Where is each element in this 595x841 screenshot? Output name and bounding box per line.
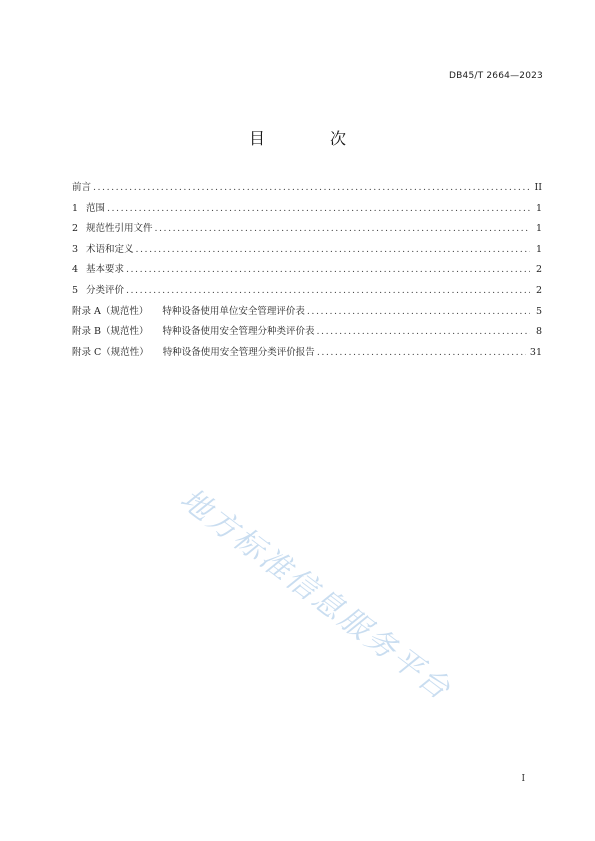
toc-entry-number: 4 — [72, 264, 79, 276]
leader-dots — [136, 240, 530, 261]
toc-entry-label: 范围 — [86, 202, 106, 214]
toc-entry-label: 规范性引用文件 — [86, 223, 153, 235]
toc-entry-page: 5 — [535, 305, 542, 317]
toc-entry-label: 特种设备使用安全管理分种类评价表 — [162, 326, 315, 338]
toc-entry-page: II — [534, 182, 542, 193]
toc-entry-page: 1 — [535, 202, 542, 214]
toc-entry-number: 5 — [72, 284, 79, 296]
leader-dots — [93, 178, 530, 199]
leader-dots — [155, 219, 530, 240]
toc-entry-appendix-b[interactable] — [72, 322, 542, 343]
leader-dots — [107, 199, 530, 220]
toc-entry-classified-evaluation[interactable] — [72, 281, 542, 302]
toc-entry-appendix-c[interactable] — [72, 343, 542, 364]
leader-dots — [307, 302, 530, 323]
watermark: 地方标准信息服务平台 — [173, 481, 459, 709]
toc-entry-appendix-a[interactable] — [72, 302, 542, 323]
toc-entry-terms-definitions[interactable] — [72, 240, 542, 261]
leader-dots — [317, 343, 526, 364]
toc-entry-foreword[interactable] — [72, 178, 542, 199]
toc-entry-number: 附录 C（规范性） — [72, 346, 149, 358]
toc-entry-page: 1 — [535, 243, 542, 255]
leader-dots — [126, 281, 530, 302]
toc-entry-page: 2 — [535, 264, 542, 276]
toc-entry-scope[interactable] — [72, 199, 542, 220]
toc-entry-label: 基本要求 — [86, 264, 125, 276]
page-title: 目 次 — [248, 129, 377, 148]
leader-dots — [126, 260, 530, 281]
leader-dots — [317, 322, 530, 343]
toc-entry-label: 分类评价 — [86, 284, 125, 296]
toc-entry-number: 附录 B（规范性） — [72, 326, 149, 338]
toc-entry-number: 3 — [72, 243, 79, 255]
page-number: I — [521, 774, 525, 784]
toc-entry-label: 前言 — [72, 182, 92, 193]
toc-entry-page: 31 — [529, 346, 542, 358]
toc-entry-number: 2 — [72, 223, 79, 235]
toc-entry-label: 术语和定义 — [86, 243, 134, 255]
toc-entry-normative-references[interactable] — [72, 219, 542, 240]
toc-entry-page: 8 — [535, 326, 542, 338]
toc-entry-page: 1 — [535, 223, 542, 235]
toc-entry-basic-requirements[interactable] — [72, 260, 542, 281]
toc-entry-label: 特种设备使用单位安全管理评价表 — [162, 305, 305, 317]
toc-entry-page: 2 — [535, 284, 542, 296]
document-id: DB45/T 2664—2023 — [449, 71, 543, 81]
toc-entry-label: 特种设备使用安全管理分类评价报告 — [162, 346, 315, 358]
toc-entry-number: 附录 A（规范性） — [72, 305, 149, 317]
table-of-contents — [72, 178, 542, 363]
toc-entry-number: 1 — [72, 202, 79, 214]
